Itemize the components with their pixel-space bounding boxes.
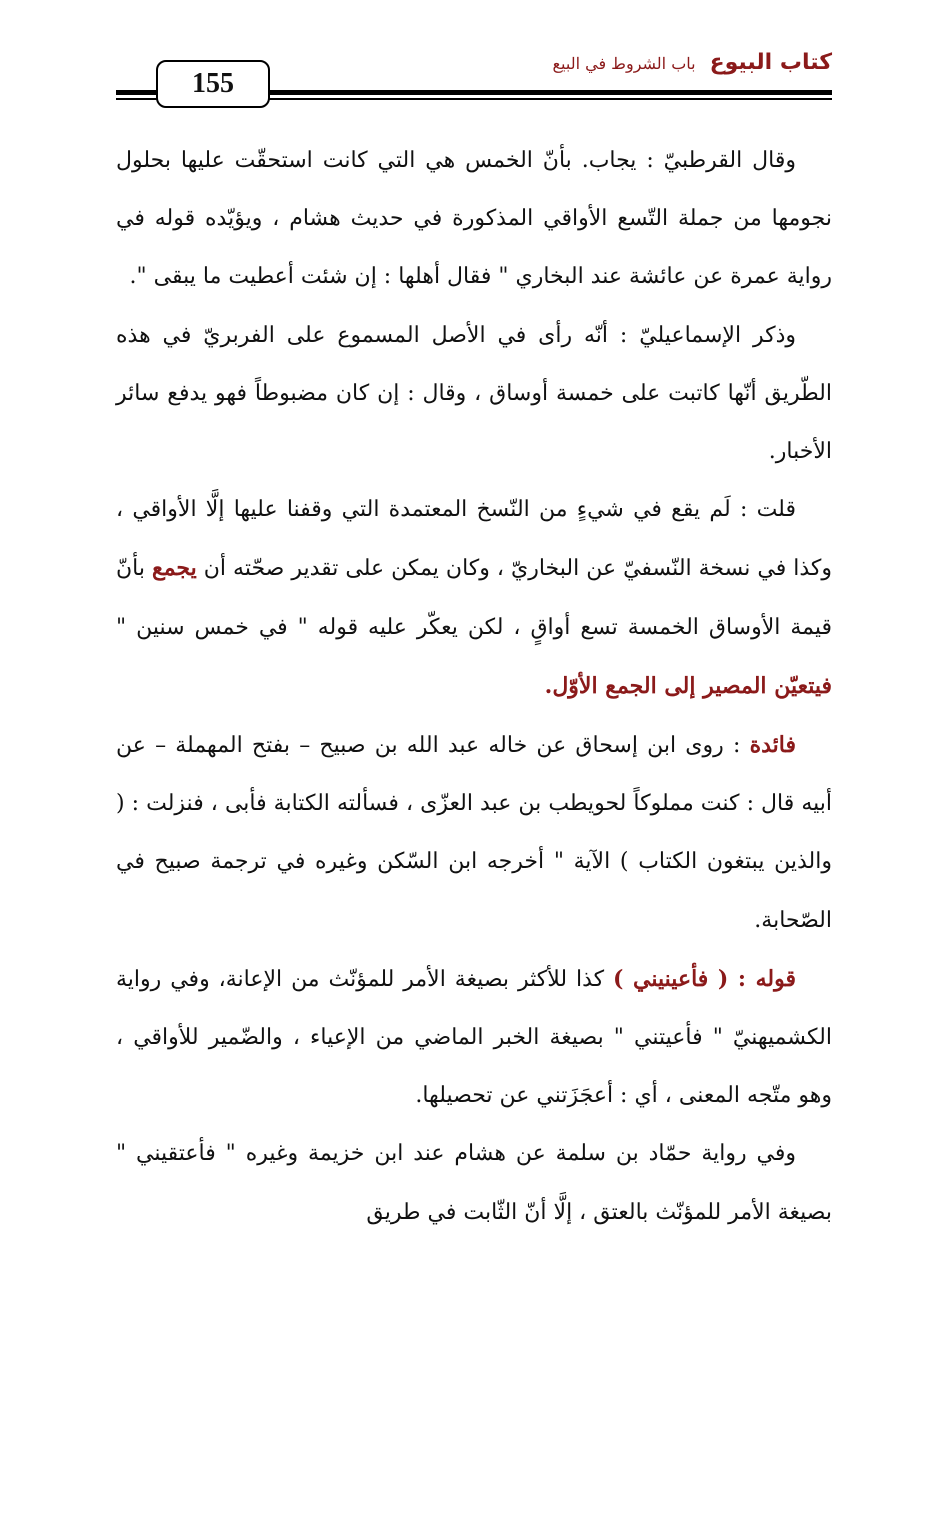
paragraph — [116, 716, 832, 950]
paragraph — [116, 481, 832, 716]
book-title: كتاب البيوع — [709, 50, 832, 75]
highlighted-text: فائدة — [749, 732, 796, 759]
header-title-group — [553, 50, 832, 88]
paragraph-text: كذا للأكثر بصيغة الأمر للمؤنّث من الإعانة، وفي رواية الكشميهنيّ " فأعيتني " بصيغة الخبر الماضي من الإعياء ، والضّمير للأواقي ، وهو متّجه المعنى ، أي : أعجَزَتني عن تحصيلها. — [116, 966, 832, 1109]
paragraph-text: قلت : لَم يقع في شيءٍ من النّسخ المعتمدة التي وقفنا عليها إلَّا الأواقي ، وكذا في نسخة النّسفيّ عن البخاريّ ، وكان يمكن على تقدير صحّته أن — [116, 497, 833, 582]
paragraph-text: وقال القرطبيّ : يجاب. بأنّ الخمس هي التي كانت استحقّت عليها بحلول نجومها من جملة التّسع الأواقي المذكورة في حديث هشام ، ويؤيّده قوله في رواية عمرة عن عائشة عند البخاري " فقال أهلها : إن شئت أعطيت ما يبقى ". — [116, 148, 832, 290]
paragraph — [116, 950, 832, 1126]
paragraph — [116, 1125, 832, 1241]
chapter-title: باب الشروط في البيع — [552, 54, 696, 73]
paragraph-text: وذكر الإسماعيليّ : أنّه رأى في الأصل المسموع على الفربريّ في هذه الطّريق أنّها كاتبت على خمسة أوساق ، وقال : إن كان مضبوطاً فهو يدفع سائر الأخبار. — [116, 322, 832, 465]
highlighted-text: قوله : ( فأعينيني ) — [613, 965, 797, 992]
paragraph — [116, 307, 832, 482]
paragraph-text: وفي رواية حمّاد بن سلمة عن هشام عند ابن خزيمة وغيره " فأعتقيني " بصيغة الأمر للمؤنّث بالعتق ، إلَّا أنّ الثّابت في طريق — [116, 1141, 832, 1225]
highlighted-text: فيتعيّن المصير إلى الجمع الأوّل. — [544, 672, 832, 699]
body-text — [116, 132, 832, 1242]
page-header — [116, 50, 832, 110]
paragraph-text: : روى ابن إسحاق عن خاله عبد الله بن صبيح – بفتح المهملة – عن أبيه قال : كنت مملوكاً لحويطب بن عبد العزّى ، فسألته الكتابة فأبى ، فنزلت : ( والذين يبتغون الكتاب ) الآية " أخرجه ابن السّكن وغيره في ترجمة صبيح في الصّحابة. — [116, 733, 832, 933]
page-number: 155 — [156, 60, 270, 108]
paragraph — [116, 132, 832, 307]
paragraph-text: بأنّ قيمة الأوساق الخمسة تسع أواقٍ ، لكن يعكّر عليه قوله " في خمس سنين " — [116, 556, 832, 640]
highlighted-text: يجمع — [152, 555, 197, 582]
